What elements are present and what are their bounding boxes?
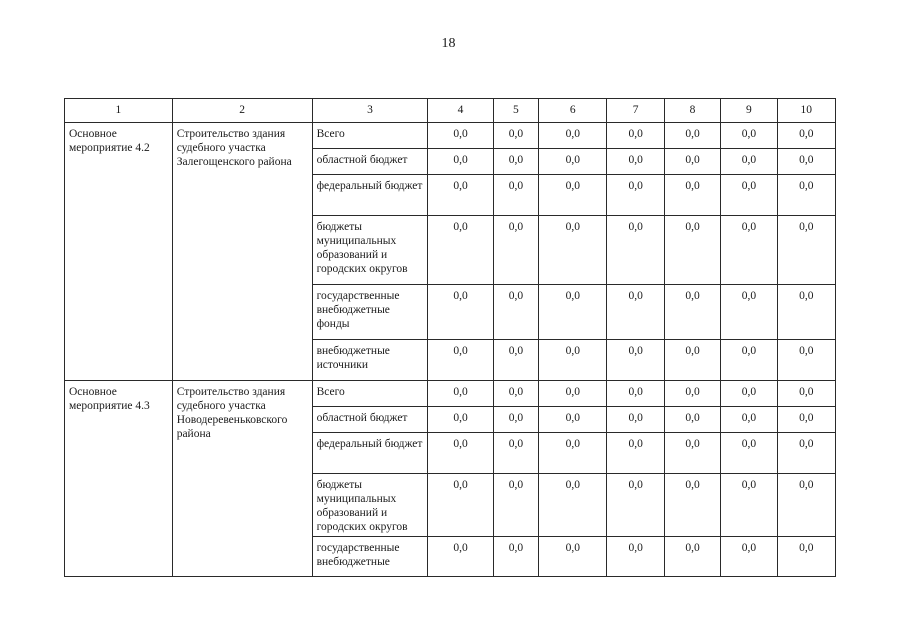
value-cell: 0,0 (428, 123, 493, 149)
column-header: 8 (664, 99, 720, 123)
value-cell: 0,0 (777, 537, 835, 577)
column-header: 4 (428, 99, 493, 123)
table-body (65, 123, 836, 577)
value-cell: 0,0 (493, 340, 538, 381)
column-header: 10 (777, 99, 835, 123)
funding-source-cell: федеральный бюджет (312, 433, 428, 474)
value-cell: 0,0 (539, 285, 607, 340)
event-cell: Основное мероприятие 4.2 (65, 123, 173, 381)
value-cell: 0,0 (493, 216, 538, 285)
funding-source-cell: внебюджетные источники (312, 340, 428, 381)
value-cell: 0,0 (721, 340, 777, 381)
header-row (65, 99, 836, 123)
value-cell: 0,0 (539, 149, 607, 175)
value-cell: 0,0 (493, 381, 538, 407)
value-cell: 0,0 (493, 407, 538, 433)
column-header: 3 (312, 99, 428, 123)
value-cell: 0,0 (607, 381, 664, 407)
value-cell: 0,0 (539, 433, 607, 474)
value-cell: 0,0 (777, 433, 835, 474)
event-name-cell: Строительство здания судебного участка Залегощенского района (172, 123, 312, 381)
funding-source-cell: федеральный бюджет (312, 175, 428, 216)
budget-table (64, 98, 836, 577)
value-cell: 0,0 (493, 433, 538, 474)
value-cell: 0,0 (777, 149, 835, 175)
value-cell: 0,0 (539, 474, 607, 537)
value-cell: 0,0 (664, 537, 720, 577)
value-cell: 0,0 (721, 149, 777, 175)
value-cell: 0,0 (721, 474, 777, 537)
value-cell: 0,0 (721, 537, 777, 577)
event-cell: Основное мероприятие 4.3 (65, 381, 173, 577)
value-cell: 0,0 (539, 175, 607, 216)
value-cell: 0,0 (721, 433, 777, 474)
value-cell: 0,0 (428, 149, 493, 175)
value-cell: 0,0 (721, 285, 777, 340)
value-cell: 0,0 (721, 381, 777, 407)
value-cell: 0,0 (539, 407, 607, 433)
value-cell: 0,0 (493, 285, 538, 340)
value-cell: 0,0 (428, 216, 493, 285)
value-cell: 0,0 (607, 175, 664, 216)
value-cell: 0,0 (664, 433, 720, 474)
value-cell: 0,0 (777, 175, 835, 216)
value-cell: 0,0 (607, 433, 664, 474)
value-cell: 0,0 (777, 340, 835, 381)
value-cell: 0,0 (539, 123, 607, 149)
column-header: 7 (607, 99, 664, 123)
value-cell: 0,0 (428, 285, 493, 340)
value-cell: 0,0 (428, 407, 493, 433)
value-cell: 0,0 (539, 340, 607, 381)
value-cell: 0,0 (664, 216, 720, 285)
value-cell: 0,0 (493, 123, 538, 149)
value-cell: 0,0 (721, 216, 777, 285)
value-cell: 0,0 (428, 175, 493, 216)
value-cell: 0,0 (664, 340, 720, 381)
value-cell: 0,0 (664, 149, 720, 175)
value-cell: 0,0 (539, 381, 607, 407)
page-number: 18 (441, 36, 456, 51)
value-cell: 0,0 (607, 149, 664, 175)
value-cell: 0,0 (777, 216, 835, 285)
column-header: 2 (172, 99, 312, 123)
value-cell: 0,0 (664, 175, 720, 216)
column-header: 1 (65, 99, 173, 123)
value-cell: 0,0 (607, 216, 664, 285)
value-cell: 0,0 (539, 537, 607, 577)
funding-source-cell: областной бюджет (312, 149, 428, 175)
value-cell: 0,0 (777, 474, 835, 537)
value-cell: 0,0 (607, 474, 664, 537)
value-cell: 0,0 (428, 537, 493, 577)
value-cell: 0,0 (493, 175, 538, 216)
table-row (65, 123, 836, 149)
funding-source-cell: Всего (312, 381, 428, 407)
value-cell: 0,0 (777, 285, 835, 340)
value-cell: 0,0 (721, 407, 777, 433)
column-header: 9 (721, 99, 777, 123)
value-cell: 0,0 (607, 123, 664, 149)
table-row (65, 381, 836, 407)
value-cell: 0,0 (428, 474, 493, 537)
value-cell: 0,0 (721, 123, 777, 149)
value-cell: 0,0 (428, 381, 493, 407)
value-cell: 0,0 (607, 340, 664, 381)
value-cell: 0,0 (664, 123, 720, 149)
value-cell: 0,0 (664, 285, 720, 340)
value-cell: 0,0 (493, 474, 538, 537)
value-cell: 0,0 (428, 433, 493, 474)
funding-source-cell: Всего (312, 123, 428, 149)
value-cell: 0,0 (493, 149, 538, 175)
column-header: 5 (493, 99, 538, 123)
value-cell: 0,0 (607, 285, 664, 340)
value-cell: 0,0 (607, 537, 664, 577)
value-cell: 0,0 (664, 407, 720, 433)
value-cell: 0,0 (607, 407, 664, 433)
funding-source-cell: государственные внебюджетные фонды (312, 285, 428, 340)
value-cell: 0,0 (493, 537, 538, 577)
funding-source-cell: бюджеты муниципальных образований и городских округов (312, 216, 428, 285)
funding-source-cell: государственные внебюджетные (312, 537, 428, 577)
value-cell: 0,0 (539, 216, 607, 285)
funding-source-cell: бюджеты муниципальных образований и городских округов (312, 474, 428, 537)
event-name-cell: Строительство здания судебного участка Новодеревеньковского района (172, 381, 312, 577)
funding-source-cell: областной бюджет (312, 407, 428, 433)
value-cell: 0,0 (777, 381, 835, 407)
value-cell: 0,0 (428, 340, 493, 381)
value-cell: 0,0 (664, 474, 720, 537)
value-cell: 0,0 (721, 175, 777, 216)
value-cell: 0,0 (777, 123, 835, 149)
value-cell: 0,0 (664, 381, 720, 407)
column-header: 6 (539, 99, 607, 123)
value-cell: 0,0 (777, 407, 835, 433)
